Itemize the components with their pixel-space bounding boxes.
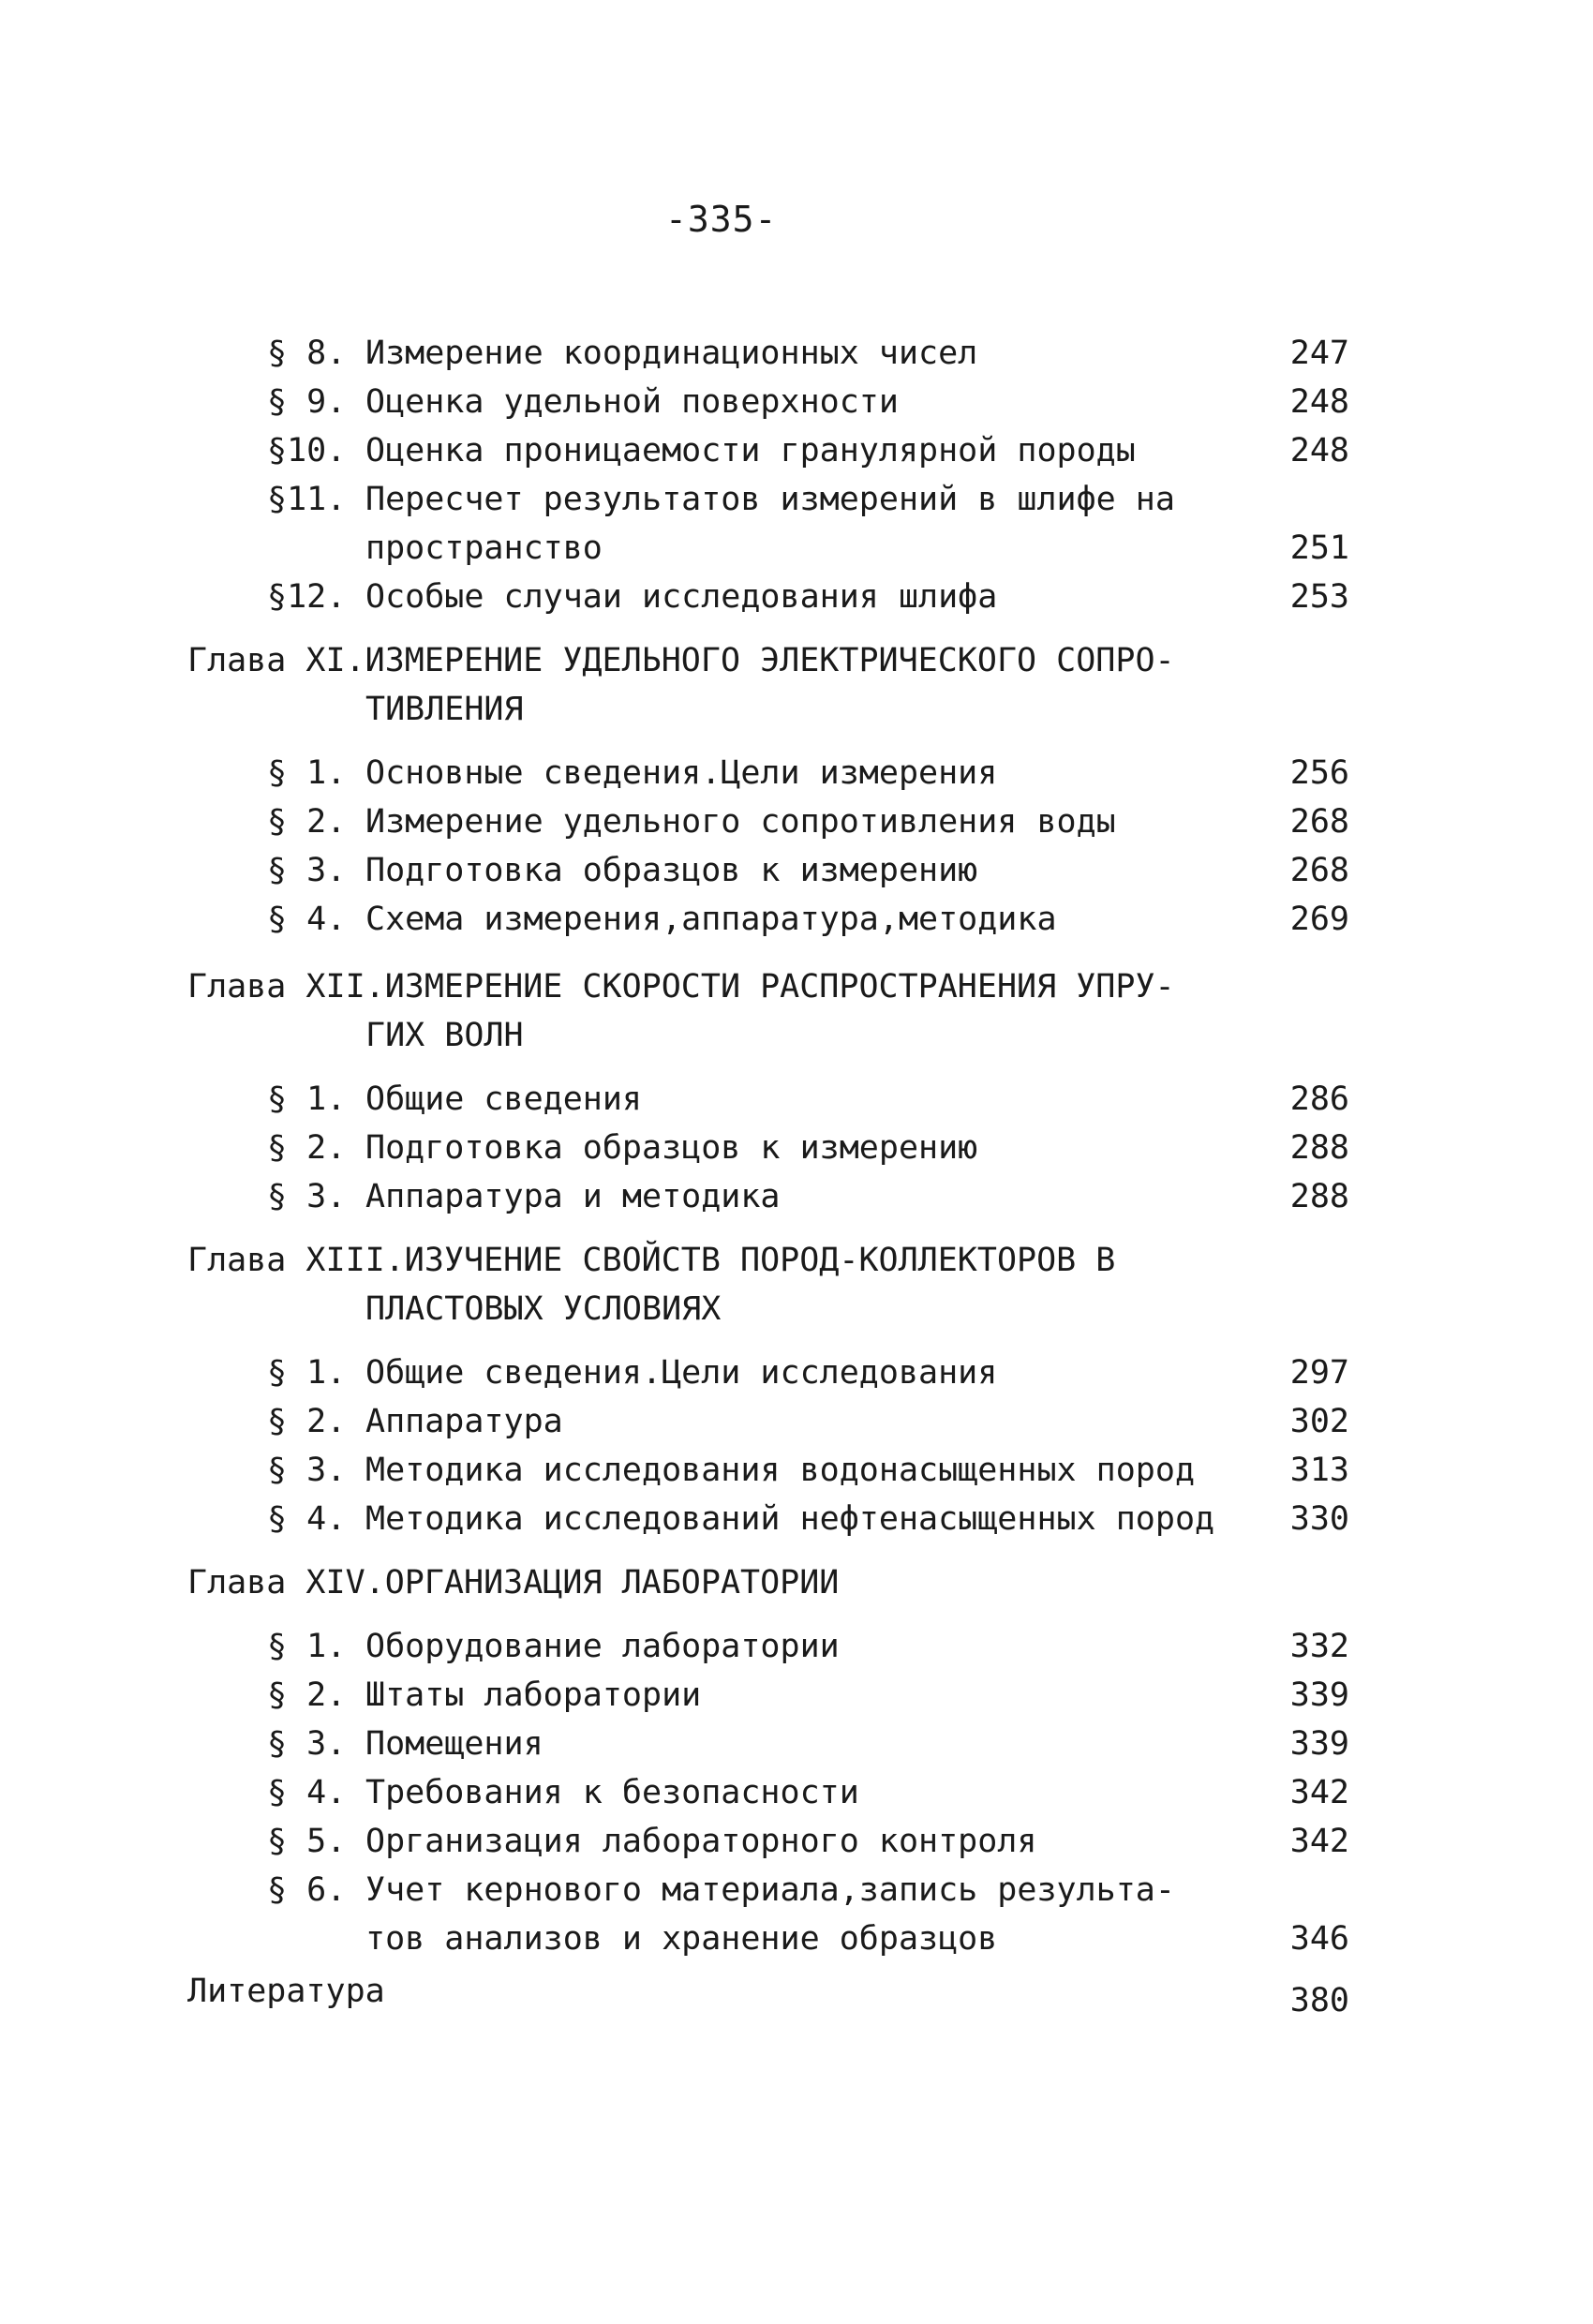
section-title: Аппаратура и методика — [365, 1178, 781, 1215]
chapter-heading — [0, 1559, 1593, 1606]
page-ref: 253 — [1289, 578, 1349, 616]
page-ref: 256 — [1289, 754, 1349, 792]
literature-label: Литература — [187, 1973, 385, 2010]
section-title-continuation: тов анализов и хранение образцов — [365, 1920, 998, 1958]
toc-entry — [0, 330, 1593, 377]
section-title: Основные сведения.Цели измерения — [365, 754, 998, 792]
page-ref: 288 — [1289, 1129, 1349, 1167]
section-title: Организация лабораторного контроля — [365, 1823, 1037, 1860]
section-title: Особые случаи исследования шлифа — [365, 578, 998, 616]
section-title: Требования к безопасности — [365, 1774, 859, 1811]
section-number: § 5. — [267, 1823, 347, 1860]
page-ref: 342 — [1289, 1774, 1349, 1811]
page-ref: 339 — [1289, 1725, 1349, 1763]
chapter-title: Глава XIII.ИЗУЧЕНИЕ СВОЙСТВ ПОРОД-КОЛЛЕКТОРОВ В — [187, 1242, 1116, 1279]
toc-entry — [0, 1721, 1593, 1767]
section-number: § 4. — [267, 1500, 347, 1538]
toc-entry — [0, 1496, 1593, 1542]
section-number: § 2. — [267, 803, 347, 841]
page-ref: 269 — [1289, 901, 1349, 938]
toc-entry — [0, 847, 1593, 894]
section-title: Схема измерения,аппаратура,методика — [365, 901, 1057, 938]
toc-entry — [0, 1125, 1593, 1171]
section-number: § 1. — [267, 754, 347, 792]
section-number: § 1. — [267, 1628, 347, 1665]
section-number: § 4. — [267, 1774, 347, 1811]
toc-entry — [0, 750, 1593, 797]
section-title: Общие сведения.Цели исследования — [365, 1354, 998, 1392]
page-ref: 346 — [1289, 1920, 1349, 1958]
section-title: Пересчет результатов измерений в шлифе на — [365, 481, 1175, 518]
page-ref: 302 — [1289, 1403, 1349, 1440]
section-number: § 3. — [267, 1725, 347, 1763]
toc-entry — [0, 798, 1593, 845]
page-ref: 297 — [1289, 1354, 1349, 1392]
page-ref: 251 — [1289, 529, 1349, 567]
toc-entry-literature — [0, 1968, 1593, 2019]
page-ref: 247 — [1289, 335, 1349, 372]
chapter-title: Глава XII.ИЗМЕРЕНИЕ СКОРОСТИ РАСПРОСТРАНЕНИЯ УПРУ- — [187, 968, 1175, 1006]
section-number: § 3. — [267, 1178, 347, 1215]
section-number: § 1. — [267, 1080, 347, 1118]
toc-entry-continuation — [0, 525, 1593, 572]
chapter-title-continuation: ТИВЛЕНИЯ — [365, 691, 524, 728]
chapter-title: Глава XIV.ОРГАНИЗАЦИЯ ЛАБОРАТОРИИ — [187, 1564, 840, 1601]
page-ref: 380 — [1289, 1982, 1349, 2019]
section-number: § 3. — [267, 1452, 347, 1489]
chapter-heading-continuation — [0, 686, 1593, 733]
section-number: §12. — [267, 578, 347, 616]
page-ref: 339 — [1289, 1676, 1349, 1714]
page-number: -335- — [665, 199, 778, 240]
section-number: § 4. — [267, 901, 347, 938]
section-number: § 3. — [267, 852, 347, 889]
chapter-title-continuation: ПЛАСТОВЫХ УСЛОВИЯХ — [365, 1290, 722, 1328]
section-title: Методика исследований нефтенасыщенных пород — [365, 1500, 1215, 1538]
toc-entry — [0, 1818, 1593, 1865]
section-number: § 2. — [267, 1676, 347, 1714]
page-ref: 332 — [1289, 1628, 1349, 1665]
page-ref: 248 — [1289, 432, 1349, 469]
toc-entry — [0, 1769, 1593, 1816]
section-title: Помещения — [365, 1725, 543, 1763]
page-ref: 248 — [1289, 383, 1349, 421]
section-title: Учет кернового материала,запись результа- — [365, 1871, 1175, 1909]
section-number: § 1. — [267, 1354, 347, 1392]
toc-entry — [0, 1672, 1593, 1719]
section-title: Общие сведения — [365, 1080, 643, 1118]
toc-entry — [0, 1076, 1593, 1123]
section-number: § 2. — [267, 1403, 347, 1440]
section-number: § 6. — [267, 1871, 347, 1909]
section-number: § 2. — [267, 1129, 347, 1167]
toc-entry-continuation — [0, 1915, 1593, 1962]
page-ref: 342 — [1289, 1823, 1349, 1860]
toc-entry — [0, 379, 1593, 425]
toc-entry — [0, 1398, 1593, 1445]
page-ref: 286 — [1289, 1080, 1349, 1118]
page-ref: 313 — [1289, 1452, 1349, 1489]
toc-entry — [0, 1349, 1593, 1396]
toc-entry — [0, 1173, 1593, 1220]
section-title: Измерение удельного сопротивления воды — [365, 803, 1116, 841]
section-title: Оценка проницаемости гранулярной породы — [365, 432, 1136, 469]
section-title: Оборудование лаборатории — [365, 1628, 840, 1665]
page-ref: 288 — [1289, 1178, 1349, 1215]
chapter-heading — [0, 1237, 1593, 1284]
toc-entry — [0, 896, 1593, 943]
section-number: §10. — [267, 432, 347, 469]
section-title: Подготовка образцов к измерению — [365, 852, 978, 889]
toc-entry — [0, 1447, 1593, 1494]
page-ref: 330 — [1289, 1500, 1349, 1538]
section-title: Штаты лаборатории — [365, 1676, 702, 1714]
chapter-heading — [0, 963, 1593, 1010]
chapter-heading-continuation — [0, 1012, 1593, 1059]
chapter-heading — [0, 637, 1593, 684]
section-title: Измерение координационных чисел — [365, 335, 978, 372]
chapter-title-continuation: ГИХ ВОЛН — [365, 1017, 524, 1054]
section-number: §11. — [267, 481, 347, 518]
toc-entry — [0, 574, 1593, 620]
section-number: § 8. — [267, 335, 347, 372]
chapter-heading-continuation — [0, 1286, 1593, 1333]
page-ref: 268 — [1289, 803, 1349, 841]
toc-entry — [0, 476, 1593, 523]
toc-entry — [0, 1623, 1593, 1670]
chapter-title: Глава XI.ИЗМЕРЕНИЕ УДЕЛЬНОГО ЭЛЕКТРИЧЕСКОГО СОПРО- — [187, 642, 1175, 679]
section-title-continuation: пространство — [365, 529, 603, 567]
section-number: § 9. — [267, 383, 347, 421]
toc-entry — [0, 1867, 1593, 1914]
section-title: Подготовка образцов к измерению — [365, 1129, 978, 1167]
page-ref: 268 — [1289, 852, 1349, 889]
section-title: Аппаратура — [365, 1403, 563, 1440]
section-title: Оценка удельной поверхности — [365, 383, 899, 421]
section-title: Методика исследования водонасыщенных пород — [365, 1452, 1196, 1489]
toc-entry — [0, 427, 1593, 474]
